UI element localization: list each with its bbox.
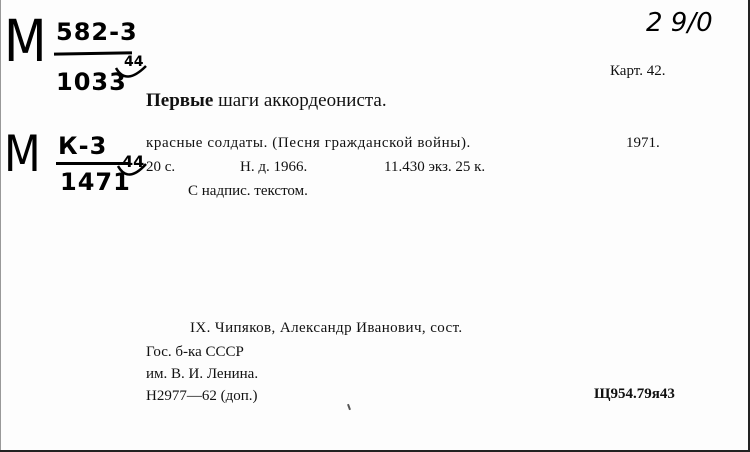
shelfmark-1-side: 44 <box>124 54 144 70</box>
shelfmark-1 <box>4 7 144 100</box>
shelfmark-1-arc <box>112 60 152 90</box>
shelfmark-2-side: 44 <box>122 152 145 171</box>
year: 1971. <box>626 135 660 151</box>
ink-speck <box>347 404 351 410</box>
shelfmark-1-rule <box>54 51 132 55</box>
card-title-rest: шаги аккордеониста. <box>218 90 387 111</box>
copies-price: 11.430 экз. 25 к. <box>384 159 486 175</box>
shelfmark-1-bottom: 1033 <box>56 68 127 96</box>
card-title <box>146 90 387 112</box>
catalog-number: Н2977—62 (доп.) <box>146 388 258 404</box>
card-number: Карт. 42. <box>610 63 666 79</box>
shelfmark-1-top: 582-3 <box>56 18 138 46</box>
card-left-edge <box>0 0 1 452</box>
shelfmark-2-letter: М <box>4 125 41 183</box>
with-text-note: С надпис. текстом. <box>188 183 308 199</box>
shelfmark-2 <box>4 125 154 208</box>
pages: 20 с. <box>146 159 176 175</box>
shelfmark-2-bottom: 1471 <box>60 168 131 196</box>
author-line: IX. Чипяков, Александр Иванович, сост. <box>190 320 463 336</box>
shelfmark-2-top: К-3 <box>58 132 108 160</box>
library-line-1: Гос. б-ка СССР <box>146 344 244 360</box>
corner-note: 2 9/0 <box>646 8 713 38</box>
classification: Щ954.79я43 <box>594 386 675 402</box>
subtitle-line: красные солдаты. (Песня гражданской войны). <box>146 135 471 151</box>
note-date: Н. д. 1966. <box>240 159 308 175</box>
shelfmark-1-letter: М <box>4 7 47 75</box>
library-line-2: им. В. И. Ленина. <box>146 366 259 382</box>
card-title-bold: Первые <box>146 90 214 111</box>
